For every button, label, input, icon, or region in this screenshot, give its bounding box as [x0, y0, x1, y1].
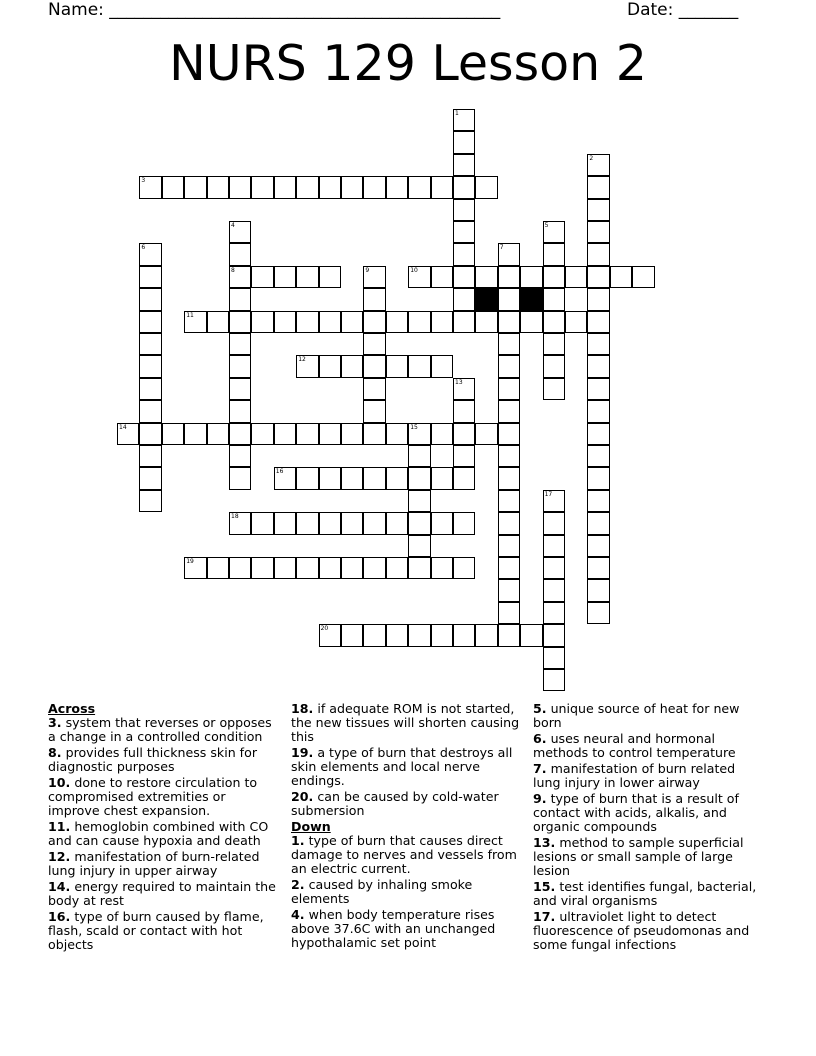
crossword-cell[interactable] — [587, 400, 609, 422]
crossword-cell[interactable] — [341, 355, 363, 377]
crossword-cell[interactable] — [587, 333, 609, 355]
crossword-cell[interactable] — [363, 333, 385, 355]
crossword-cell[interactable] — [408, 512, 430, 534]
clue-number: 5 — [544, 222, 549, 229]
crossword-cell[interactable] — [363, 557, 385, 579]
crossword-cell[interactable] — [587, 445, 609, 467]
crossword-cell[interactable] — [453, 154, 475, 176]
crossword-cell[interactable] — [386, 624, 408, 646]
clue-down-4: 4. when body temperature rises above 37.6C with an unchanged hypothalamic set point — [291, 907, 496, 950]
crossword-cell[interactable] — [543, 355, 565, 377]
crossword-cell[interactable] — [543, 535, 565, 557]
crossword-cell[interactable] — [610, 266, 632, 288]
crossword-cell[interactable] — [498, 624, 520, 646]
crossword-cell[interactable] — [162, 423, 184, 445]
crossword-cell[interactable] — [498, 243, 520, 265]
name-field-label: Name: ______________________________________________ — [48, 0, 501, 20]
crossword-cell[interactable] — [207, 423, 229, 445]
crossword-cell[interactable] — [229, 333, 251, 355]
crossword-cell[interactable] — [341, 311, 363, 333]
crossword-cell[interactable] — [408, 624, 430, 646]
crossword-cell[interactable] — [319, 311, 341, 333]
crossword-cell[interactable] — [184, 311, 206, 333]
crossword-cell[interactable] — [587, 602, 609, 624]
crossword-cell[interactable] — [229, 400, 251, 422]
crossword-cell[interactable] — [229, 221, 251, 243]
clue-number: 1 — [455, 110, 459, 117]
crossword-cell[interactable] — [229, 266, 251, 288]
crossword-cell[interactable] — [475, 266, 497, 288]
crossword-cell[interactable] — [408, 535, 430, 557]
clue-down-6: 6. uses neural and hormonal methods to control temperature — [533, 731, 736, 760]
clue-number: 11 — [186, 311, 194, 319]
crossword-cell[interactable] — [453, 243, 475, 265]
crossword-cell[interactable] — [363, 311, 385, 333]
crossword-cell[interactable] — [475, 423, 497, 445]
crossword-cell[interactable] — [431, 266, 453, 288]
crossword-cell[interactable] — [453, 624, 475, 646]
crossword-cell[interactable] — [363, 266, 385, 288]
crossword-cell[interactable] — [520, 624, 542, 646]
clue-down-1: 1. type of burn that causes direct damage to nerves and vessels from an electric current. — [291, 833, 517, 876]
crossword-cell[interactable] — [229, 512, 251, 534]
crossword-cell[interactable] — [453, 131, 475, 153]
crossword-cell[interactable] — [543, 624, 565, 646]
crossword-cell[interactable] — [587, 467, 609, 489]
clue-across-11: 11. hemoglobin combined with CO and can cause hypoxia and death — [48, 819, 269, 848]
crossword-cell[interactable] — [587, 288, 609, 310]
crossword-cell[interactable] — [543, 311, 565, 333]
crossword-cell[interactable] — [251, 512, 273, 534]
crossword-cell[interactable] — [543, 579, 565, 601]
crossword-cell[interactable] — [565, 311, 587, 333]
crossword-cell[interactable] — [498, 535, 520, 557]
page-title: NURS 129 Lesson 2 — [169, 35, 647, 92]
crossword-cell[interactable] — [274, 512, 296, 534]
crossword-cell[interactable] — [229, 445, 251, 467]
crossword-cell[interactable] — [408, 467, 430, 489]
clue-across-20: 20. can be caused by cold-water submersion — [291, 789, 499, 818]
crossword-cell[interactable] — [408, 176, 430, 198]
crossword-cell[interactable] — [274, 557, 296, 579]
crossword-cell[interactable] — [543, 602, 565, 624]
crossword-cell[interactable] — [229, 378, 251, 400]
clue-across-12: 12. manifestation of burn-related lung injury in upper airway — [48, 849, 260, 878]
clue-down-7: 7. manifestation of burn related lung injury in lower airway — [533, 761, 736, 790]
crossword-cell[interactable] — [229, 243, 251, 265]
crossword-cell[interactable] — [296, 311, 318, 333]
crossword-cell[interactable] — [408, 311, 430, 333]
crossword-cell[interactable] — [341, 467, 363, 489]
crossword-cell[interactable] — [498, 400, 520, 422]
crossword-cell[interactable] — [453, 288, 475, 310]
crossword-cell[interactable] — [408, 266, 430, 288]
crossword-cell[interactable] — [139, 311, 161, 333]
crossword-cell[interactable] — [543, 490, 565, 512]
crossword-cell[interactable] — [319, 423, 341, 445]
crossword-cell[interactable] — [207, 176, 229, 198]
across-heading: Across — [48, 701, 96, 716]
crossword-cell[interactable] — [543, 243, 565, 265]
crossword-cell[interactable] — [587, 378, 609, 400]
crossword-cell[interactable] — [475, 176, 497, 198]
clue-across-8: 8. provides full thickness skin for diagnostic purposes — [48, 745, 257, 774]
crossword-cell[interactable] — [251, 266, 273, 288]
crossword-cell[interactable] — [498, 311, 520, 333]
clue-number: 2 — [589, 154, 594, 162]
crossword-cell[interactable] — [498, 445, 520, 467]
crossword-cell[interactable] — [498, 355, 520, 377]
crossword-cell[interactable] — [453, 400, 475, 422]
crossword-cell[interactable] — [543, 669, 565, 691]
crossword-cell[interactable] — [229, 288, 251, 310]
crossword-cell[interactable] — [319, 467, 341, 489]
crossword-cell[interactable] — [632, 266, 654, 288]
crossword-block — [475, 288, 497, 310]
crossword-cell[interactable] — [408, 490, 430, 512]
crossword-cell[interactable] — [296, 467, 318, 489]
crossword-cell[interactable] — [408, 557, 430, 579]
crossword-cell[interactable] — [251, 176, 273, 198]
crossword-cell[interactable] — [498, 579, 520, 601]
crossword-cell[interactable] — [341, 512, 363, 534]
crossword-cell[interactable] — [319, 557, 341, 579]
crossword-cell[interactable] — [498, 557, 520, 579]
crossword-cell[interactable] — [296, 512, 318, 534]
clue-down-2: 2. caused by inhaling smoke elements — [291, 877, 473, 906]
crossword-cell[interactable] — [587, 199, 609, 221]
crossword-cell[interactable] — [363, 512, 385, 534]
clue-down-17: 17. ultraviolet light to detect fluorescence of pseudomonas and some fungal infections — [533, 909, 750, 952]
crossword-cell[interactable] — [296, 176, 318, 198]
crossword-cell[interactable] — [162, 176, 184, 198]
clue-number: 13 — [455, 378, 463, 386]
crossword-cell[interactable] — [274, 423, 296, 445]
clue-number: 15 — [410, 423, 418, 431]
crossword-cell[interactable] — [498, 602, 520, 624]
clues-column-2 — [291, 702, 523, 952]
crossword-cell[interactable] — [229, 557, 251, 579]
crossword-cell[interactable] — [386, 176, 408, 198]
crossword-cell[interactable] — [587, 423, 609, 445]
crossword-cell[interactable] — [341, 423, 363, 445]
crossword-cell[interactable] — [386, 557, 408, 579]
crossword-cell[interactable] — [543, 221, 565, 243]
crossword-cell[interactable] — [229, 176, 251, 198]
crossword-cell[interactable] — [587, 490, 609, 512]
crossword-cell[interactable] — [139, 355, 161, 377]
crossword-cell[interactable] — [363, 423, 385, 445]
clue-number: 6 — [141, 244, 146, 252]
crossword-cell[interactable] — [363, 467, 385, 489]
crossword-cell[interactable] — [498, 333, 520, 355]
crossword-cell[interactable] — [543, 378, 565, 400]
crossword-cell[interactable] — [139, 176, 161, 198]
crossword-cell[interactable] — [431, 176, 453, 198]
crossword-cell[interactable] — [363, 624, 385, 646]
crossword-cell[interactable] — [498, 423, 520, 445]
crossword-cell[interactable] — [543, 647, 565, 669]
crossword-cell[interactable] — [139, 288, 161, 310]
crossword-cell[interactable] — [408, 445, 430, 467]
crossword-cell[interactable] — [587, 355, 609, 377]
crossword-cell[interactable] — [139, 333, 161, 355]
crossword-cell[interactable] — [543, 288, 565, 310]
crossword-cell[interactable] — [498, 378, 520, 400]
crossword-cell[interactable] — [453, 557, 475, 579]
crossword-cell[interactable] — [251, 557, 273, 579]
crossword-cell[interactable] — [386, 512, 408, 534]
crossword-cell[interactable] — [498, 288, 520, 310]
crossword-cell[interactable] — [386, 467, 408, 489]
clue-number: 18 — [231, 513, 239, 521]
crossword-cell[interactable] — [207, 557, 229, 579]
crossword-cell[interactable] — [319, 512, 341, 534]
crossword-cell[interactable] — [117, 423, 139, 445]
crossword-cell[interactable] — [251, 311, 273, 333]
crossword-cell[interactable] — [296, 266, 318, 288]
crossword-cell[interactable] — [139, 378, 161, 400]
crossword-cell[interactable] — [453, 176, 475, 198]
crossword-cell[interactable] — [139, 243, 161, 265]
clue-number: 10 — [410, 266, 418, 274]
clue-across-3: 3. system that reverses or opposes a change in a controlled condition — [48, 715, 272, 744]
crossword-cell[interactable] — [587, 311, 609, 333]
crossword-cell[interactable] — [139, 423, 161, 445]
down-heading: Down — [291, 819, 331, 834]
date-field-label: Date: _______ — [627, 0, 739, 20]
crossword-cell[interactable] — [363, 378, 385, 400]
clue-number: 20 — [320, 625, 329, 633]
crossword-cell[interactable] — [431, 311, 453, 333]
crossword-cell[interactable] — [431, 355, 453, 377]
crossword-cell[interactable] — [386, 311, 408, 333]
crossword-cell[interactable] — [498, 266, 520, 288]
crossword-cell[interactable] — [296, 355, 318, 377]
clue-number: 8 — [231, 266, 235, 274]
crossword-cell[interactable] — [139, 445, 161, 467]
crossword-cell[interactable] — [453, 423, 475, 445]
crossword-cell[interactable] — [386, 423, 408, 445]
crossword-cell[interactable] — [319, 355, 341, 377]
crossword-cell[interactable] — [139, 266, 161, 288]
crossword-cell[interactable] — [475, 311, 497, 333]
crossword-cell[interactable] — [587, 266, 609, 288]
crossword-cell[interactable] — [319, 624, 341, 646]
crossword-cell[interactable] — [453, 445, 475, 467]
crossword-cell[interactable] — [520, 311, 542, 333]
crossword-cell[interactable] — [565, 266, 587, 288]
crossword-cell[interactable] — [139, 400, 161, 422]
crossword-cell[interactable] — [207, 311, 229, 333]
crossword-cell[interactable] — [229, 311, 251, 333]
crossword-cell[interactable] — [587, 535, 609, 557]
crossword-cell[interactable] — [386, 355, 408, 377]
crossword-cell[interactable] — [139, 490, 161, 512]
crossword-cell[interactable] — [408, 355, 430, 377]
crossword-cell[interactable] — [363, 355, 385, 377]
crossword-cell[interactable] — [453, 512, 475, 534]
crossword-cell[interactable] — [363, 400, 385, 422]
clue-number: 4 — [231, 222, 235, 229]
crossword-cell[interactable] — [453, 221, 475, 243]
crossword-cell[interactable] — [543, 333, 565, 355]
crossword-cell[interactable] — [475, 624, 497, 646]
crossword-cell[interactable] — [498, 512, 520, 534]
clues-column-1 — [48, 702, 280, 954]
crossword-cell[interactable] — [431, 624, 453, 646]
crossword-cell[interactable] — [229, 467, 251, 489]
clue-down-13: 13. method to sample superficial lesions or small sample of large lesion — [533, 835, 744, 878]
crossword-cell[interactable] — [587, 154, 609, 176]
crossword-cell[interactable] — [251, 423, 273, 445]
clue-across-14: 14. energy required to maintain the body at rest — [48, 879, 276, 908]
crossword-block — [520, 288, 542, 310]
crossword-cell[interactable] — [184, 423, 206, 445]
crossword-cell[interactable] — [431, 423, 453, 445]
crossword-cell[interactable] — [341, 624, 363, 646]
crossword-cell[interactable] — [296, 557, 318, 579]
crossword-cell[interactable] — [587, 579, 609, 601]
crossword-cell[interactable] — [453, 266, 475, 288]
crossword-cell[interactable] — [274, 176, 296, 198]
crossword-cell[interactable] — [229, 423, 251, 445]
crossword-cell[interactable] — [274, 311, 296, 333]
clue-number: 17 — [544, 490, 553, 498]
crossword-cell[interactable] — [498, 467, 520, 489]
crossword-cell[interactable] — [431, 512, 453, 534]
clue-down-5: 5. unique source of heat for new born — [533, 701, 740, 730]
crossword-cell[interactable] — [543, 512, 565, 534]
clue-number: 7 — [499, 244, 504, 252]
crossword-cell[interactable] — [341, 557, 363, 579]
crossword-cell[interactable] — [587, 176, 609, 198]
crossword-cell[interactable] — [229, 355, 251, 377]
crossword-cell[interactable] — [543, 557, 565, 579]
crossword-cell[interactable] — [184, 176, 206, 198]
clue-across-18: 18. if adequate ROM is not started, the new tissues will shorten causing this — [291, 701, 520, 744]
crossword-cell[interactable] — [453, 311, 475, 333]
crossword-cell[interactable] — [363, 288, 385, 310]
clue-down-15: 15. test identifies fungal, bacterial, and viral organisms — [533, 879, 757, 908]
crossword-cell[interactable] — [184, 557, 206, 579]
crossword-cell[interactable] — [341, 176, 363, 198]
crossword-cell[interactable] — [274, 266, 296, 288]
crossword-cell[interactable] — [453, 199, 475, 221]
crossword-cell[interactable] — [296, 423, 318, 445]
crossword-cell[interactable] — [139, 467, 161, 489]
crossword-cell[interactable] — [431, 557, 453, 579]
crossword-cell[interactable] — [453, 109, 475, 131]
crossword-cell[interactable] — [274, 467, 296, 489]
clues-column-3 — [533, 702, 765, 954]
crossword-cell[interactable] — [319, 266, 341, 288]
clue-number: 12 — [298, 356, 306, 364]
crossword-cell[interactable] — [587, 512, 609, 534]
crossword-cell[interactable] — [408, 423, 430, 445]
clue-number: 14 — [119, 423, 127, 431]
crossword-cell[interactable] — [543, 266, 565, 288]
clue-number: 19 — [186, 558, 194, 565]
crossword-cell[interactable] — [453, 467, 475, 489]
crossword-cell[interactable] — [498, 490, 520, 512]
clue-across-16: 16. type of burn caused by flame, flash, scald or contact with hot objects — [48, 909, 264, 952]
crossword-cell[interactable] — [453, 378, 475, 400]
crossword-cell[interactable] — [587, 221, 609, 243]
crossword-cell[interactable] — [520, 266, 542, 288]
clue-number: 3 — [141, 177, 146, 185]
crossword-cell[interactable] — [587, 243, 609, 265]
crossword-cell[interactable] — [431, 467, 453, 489]
crossword-cell[interactable] — [363, 176, 385, 198]
clue-down-9: 9. type of burn that is a result of contact with acids, alkalis, and organic compounds — [533, 791, 739, 834]
clue-across-19: 19. a type of burn that destroys all skin elements and local nerve endings. — [291, 745, 513, 788]
clue-number: 9 — [365, 266, 370, 274]
crossword-cell[interactable] — [319, 176, 341, 198]
clue-across-10: 10. done to restore circulation to compromised extremities or improve chest expansion. — [48, 775, 258, 818]
clue-number: 16 — [275, 468, 284, 476]
crossword-cell[interactable] — [587, 557, 609, 579]
